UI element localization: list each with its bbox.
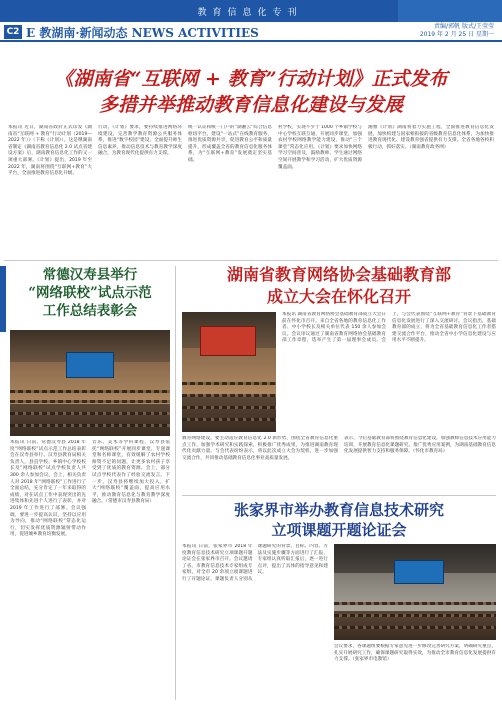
headline-line-1: 《湖南省“互联网 + 教育”行动计划》正式发布 — [54, 68, 448, 90]
changde-photo — [10, 330, 170, 436]
changde-title-line-1: 常德汉寿县举行 — [42, 267, 138, 283]
page-label: C2 — [4, 25, 22, 39]
changde-col-2: 音乐、美术等学科课程，汉寿县依托“网络联校”开展同步课堂、专递课堂和名师课堂，有效缓解了农村学校师资不足的问题，让更多农村孩子享受到了优质的教育资源。会上，部分试点学校代表作了经验交流发言。下一步，汉寿县将继续加大投入，扩大“网络联校”覆盖面，提高应用水平，推动教育信息化与教育教学深度融合。（常德市汉寿县教育局） — [92, 440, 170, 505]
huaihua-title-line-2: 成立大会在怀化召开 — [266, 287, 411, 306]
zhangjiajie-col-2: 会议要求，各课题组要根据专家意见进一步修改完善研究方案，明确研究重点，扎实开展研究工作，确保课题研究取得实效，为推动全市教育信息化发展提供有力支撑。（张家界市电教馆） — [334, 644, 496, 663]
vertical-divider — [175, 266, 176, 700]
section-title: E 教湖南·新闻动态 NEWS ACTIVITIES — [26, 26, 259, 40]
editor-credit: 责编/郭帆 版式/王莹莹 — [434, 23, 494, 30]
lead-col-4: 村学校，实现不少于 1000 个乡镇学校与中心学校互联互通，开展同步课堂，加强农村学校网络教学能力建设，推动“三个课堂”常态化应用。《计划》要求加快网络学习空间普及，鼓励教师、学生通过网络空间开展教学和学习活动，扩大优质资源覆盖面。 — [278, 125, 362, 170]
divider-under-huaihua — [182, 495, 496, 496]
header-meta — [384, 23, 494, 39]
changde-title-line-3: 工作总结表彰会 — [42, 303, 138, 319]
huaihua-title — [182, 264, 496, 308]
huaihua-photo — [182, 312, 276, 432]
section-header — [0, 22, 502, 42]
issue-date: 2019 年 2 月 25 日 星期一 — [419, 31, 494, 38]
band-right-block — [398, 0, 502, 22]
lead-col-1: 本报讯 近日，湖南省政府正式印发《湖南省“互联网 + 教育”行动计划（2019—2022 年）》（下称《计划》），这是继湖南省制定《湖南省教育信息化 2.0 试点省建设方案》后，湖南教育信息化工作的又一项重大部署。《计划》提出，2019 年至 2022 年，湖南将围绕“互联网+教育”大平台，全面推进教育信息化升级。 — [8, 125, 92, 177]
zhangjiajie-title — [182, 500, 496, 540]
lead-col-5: 湘雅《计划》湖南将着力实施工程，全面推进教育信息化发展，加快构建与国家相衔接的省级教育信息化体系，为加快推进教育现代化、建设教育强省提供有力支撑。全省各地各校积极行动，抓好落实。（湖南教育政务网） — [368, 125, 494, 150]
lead-col-2: 行动。《计划》要求，要持续推进网络环境建设，完善教学教育资源公共服务体系，推进“数字校园”建设，全面提升师生信息素养，推动信息技术与教育教学深度融合，为教育现代化提供有力支撑。 — [98, 125, 182, 157]
zhangjiajie-col-1: 本报讯 日前，张家界市 2018 年度教育信息技术研究立项课题开题论证会在张家界市召开。会议邀请了省、市教育信息技术专家组成专家组，对全市 20 余项立项课题进行了开题论证。课题负责人分别从课题研究的背景、目标、内容、方法及实施步骤等方面进行了汇报，专家组认真听取汇报后，逐一进行点评，提出了具体的指导意见和建议。 — [182, 544, 328, 582]
changde-col-1: 本报讯 日前，常德汉寿县 2018 年度“网络联校”试点示范工作总结表彰会在汉寿县举行。汉寿县教育局相关负责人，县直学校、乡镇中心学校校长及“网络联校”试点学校负责人共 300 余人参加会议。会上，相关负责人对 2018 年“网络联校”工作进行了全面总结，充分肯定了一年来取得的成绩，对在试点工作中表现突出的先进集体和先进个人进行了表彰，并对 2019 年工作进行了部署。会议强调，要进一步提高认识，坚持以应用为导向，推动“网络联校”常态化运行，切实发挥优质资源辐射带动作用，促进城乡教育均衡发展。 — [10, 440, 86, 538]
headline-line-2: 多措并举推动教育信息化建设与发展 — [98, 94, 403, 116]
changde-title — [10, 266, 170, 320]
lead-col-3: 统一认证和统一门户的“湖湘云”综合信息枢纽平台，建设“一站式”在线教育服务，推进优质资源共享，促进教育公平和质量提升，形成覆盖全省的教育信息化服务体系，为“互联网+教育”发展奠定坚实基础。 — [188, 125, 272, 163]
zhangjiajie-title-line-1: 张家界市举办教育信息技术研究 — [233, 501, 444, 519]
zhangjiajie-title-line-2: 立项课题开题论证会 — [271, 521, 407, 539]
divider-under-lead — [4, 260, 498, 261]
band-title: 教育信息化专刊 — [197, 8, 303, 18]
changde-accent-bar — [0, 266, 6, 332]
huaihua-col-2: 教育网络建设，要主动适应教育信息化 2.0 新形势，围绕全省教育信息化重点工作，加强学术研究和实践探索，积极推广优秀成果，为推进湖南教育现代化贡献力量。与会代表纷纷表示，将以此次成立大会为契机，进一步加强交流合作，共同推动基础教育信息化事业高质量发展。 — [182, 436, 338, 461]
masthead-band — [0, 0, 502, 22]
zhangjiajie-photo — [334, 544, 496, 640]
huaihua-title-line-1: 湖南省教育网络协会基础教育部 — [226, 265, 451, 284]
huaihua-col-1: 本报讯 湖南省教育网络协会基础教育部成立大会日前在怀化市召开。来自全省各地的教育信息化工作者、中小学校长及相关单位代表 150 余人参加会议。会议审议通过了湖南省教育网络协会基础教育部工作章程，选举产生了第一届理事会成员。会上，与会代表围绕“互联网+教育”背景下基础教育信息化发展进行了深入交流研讨。会议指出，基础教育部的成立，将为全省基础教育信息化工作者搭建交流合作平台，推动全省中小学信息化建设与应用水平不断提升。 — [282, 312, 496, 344]
huaihua-col-3: 表示，今后基础教育部将围绕教育信息化建设，加强教师信息技术应用能力培训，开展教育信息化课题研究，推广优秀应用案例，为湖南基础教育信息化发展提供智力支持和服务保障。（怀化市教育局） — [344, 436, 496, 455]
changde-title-line-2: “网络联校”试点示范 — [28, 285, 152, 301]
main-headline — [0, 66, 502, 118]
